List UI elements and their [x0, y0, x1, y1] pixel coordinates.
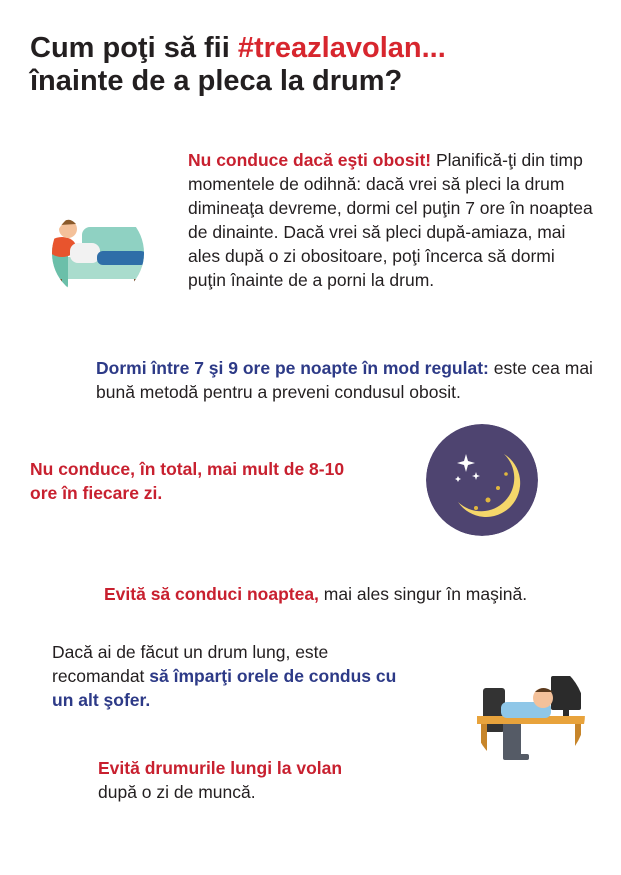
tip-4-text: mai ales singur în maşină. [318, 584, 528, 604]
tip-1-text: Planifică-ţi din timp momentele de odihnă: dacă vrei să pleci la drum dimineaţa devreme, dormi cel puţin 7 ore în noaptea de dinainte. Dacă vrei să pleci după-amiaza, mai ales după o zi obositoare, poţi încerca să dormi puţin înainte de a porni la drum. [188, 150, 593, 290]
person-sleeping-on-couch-icon [42, 207, 154, 299]
page-title [30, 32, 590, 98]
tip-2 [96, 356, 596, 404]
title-line2: înainte de a pleca la drum? [30, 65, 403, 97]
tip-6-highlight: Evită drumurile lungi la volan [98, 758, 343, 778]
tip-1-highlight: Nu conduce dacă eşti obosit! [188, 150, 432, 170]
tip-3-highlight: Nu conduce, în total, mai mult de 8-10 ore în fiecare zi. [30, 459, 345, 503]
tip-1 [188, 148, 593, 292]
crescent-moon-stars-icon [426, 424, 538, 536]
tip-5-text: Dacă ai de făcut un drum lung, este recomandat [52, 642, 329, 686]
tip-6 [98, 756, 418, 804]
tip-5-highlight: să împarţi orele de condus cu un alt şofer. [52, 666, 397, 710]
title-hashtag: #treazlavolan... [237, 32, 446, 64]
tip-4 [104, 582, 584, 606]
person-asleep-at-desk-icon [473, 658, 585, 770]
tip-2-highlight: Dormi între 7 şi 9 ore pe noapte în mod regulat: [96, 358, 489, 378]
tip-4-highlight: Evită să conduci noaptea, [104, 584, 319, 604]
tip-2-text: este cea mai bună metodă pentru a preveni condusul obosit. [96, 358, 593, 402]
tip-6-text: după o zi de muncă. [98, 782, 256, 802]
tip-3 [30, 457, 350, 505]
tip-5 [52, 640, 422, 712]
title-prefix: Cum poţi să fii [30, 32, 238, 64]
